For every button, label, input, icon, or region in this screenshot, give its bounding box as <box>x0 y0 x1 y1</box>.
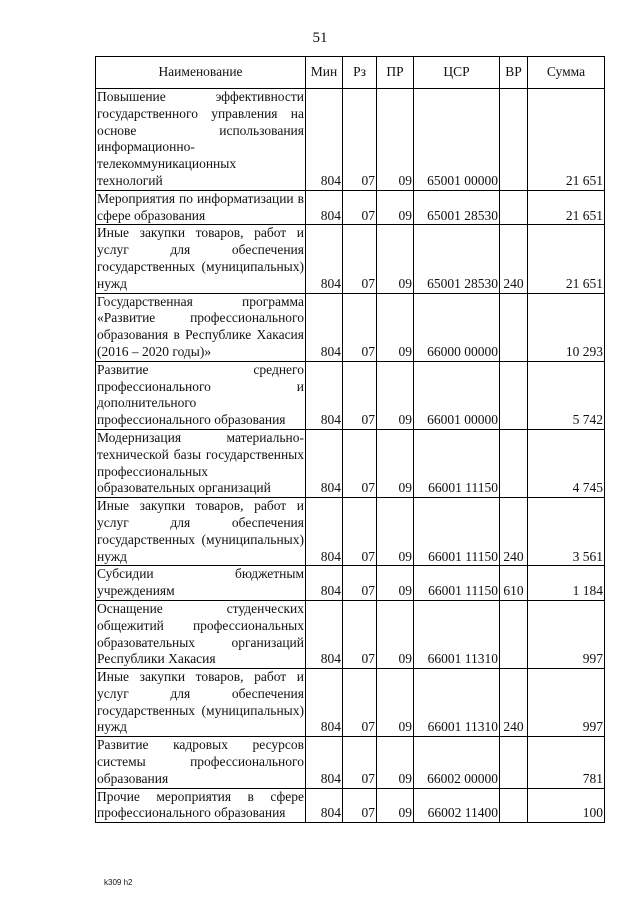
cell-pr: 09 <box>377 429 414 497</box>
cell-min: 804 <box>306 89 343 191</box>
table-row <box>96 669 605 737</box>
cell-csr: 66002 00000 <box>414 737 500 788</box>
table-row <box>96 429 605 497</box>
cell-min: 804 <box>306 737 343 788</box>
cell-name: Повышение эффективности государственного управления на основе использования информационно-телекоммуникационных технологий <box>96 89 306 191</box>
cell-vr: 240 <box>500 498 528 566</box>
budget-table <box>95 56 605 823</box>
table-row <box>96 788 605 823</box>
header-vr: ВР <box>500 57 528 89</box>
cell-name: Иные закупки товаров, работ и услуг для обеспечения государственных (муниципальных) нужд <box>96 225 306 293</box>
cell-sum: 100 <box>528 788 605 823</box>
cell-vr <box>500 293 528 361</box>
cell-name: Прочие мероприятия в сфере профессионального образования <box>96 788 306 823</box>
table-body <box>96 89 605 823</box>
header-sum: Сумма <box>528 57 605 89</box>
table-header-row <box>96 57 605 89</box>
table-row <box>96 361 605 429</box>
cell-name: Субсидии бюджетным учреждениям <box>96 566 306 601</box>
cell-vr: 240 <box>500 669 528 737</box>
cell-csr: 65001 28530 <box>414 225 500 293</box>
header-pr: ПР <box>377 57 414 89</box>
cell-pr: 09 <box>377 89 414 191</box>
table-row <box>96 190 605 225</box>
cell-rz: 07 <box>343 225 377 293</box>
header-rz: Рз <box>343 57 377 89</box>
cell-pr: 09 <box>377 600 414 668</box>
cell-name: Развитие кадровых ресурсов системы профессионального образования <box>96 737 306 788</box>
cell-csr: 66001 11150 <box>414 498 500 566</box>
table-row <box>96 498 605 566</box>
cell-sum: 10 293 <box>528 293 605 361</box>
cell-sum: 5 742 <box>528 361 605 429</box>
cell-min: 804 <box>306 225 343 293</box>
table-row <box>96 737 605 788</box>
cell-pr: 09 <box>377 566 414 601</box>
page-number: 51 <box>312 30 328 46</box>
cell-sum: 3 561 <box>528 498 605 566</box>
cell-min: 804 <box>306 498 343 566</box>
cell-sum: 21 651 <box>528 225 605 293</box>
cell-min: 804 <box>306 293 343 361</box>
cell-vr <box>500 788 528 823</box>
cell-csr: 66001 11150 <box>414 566 500 601</box>
cell-name: Иные закупки товаров, работ и услуг для обеспечения государственных (муниципальных) нужд <box>96 669 306 737</box>
cell-csr: 66001 11310 <box>414 669 500 737</box>
cell-csr: 66000 00000 <box>414 293 500 361</box>
cell-vr <box>500 600 528 668</box>
header-min: Мин <box>306 57 343 89</box>
table-row <box>96 600 605 668</box>
cell-rz: 07 <box>343 737 377 788</box>
cell-name: Развитие среднего профессионального и дополнительного профессионального образования <box>96 361 306 429</box>
cell-rz: 07 <box>343 429 377 497</box>
cell-rz: 07 <box>343 566 377 601</box>
cell-min: 804 <box>306 361 343 429</box>
cell-name: Модернизация материально-технической базы государственных профессиональных образовательных организаций <box>96 429 306 497</box>
cell-name: Мероприятия по информатизации в сфере образования <box>96 190 306 225</box>
footer-code: k309 h2 <box>104 878 133 887</box>
table-row <box>96 293 605 361</box>
cell-pr: 09 <box>377 498 414 566</box>
cell-vr <box>500 190 528 225</box>
header-name: Наименование <box>96 57 306 89</box>
cell-sum: 1 184 <box>528 566 605 601</box>
cell-rz: 07 <box>343 293 377 361</box>
cell-pr: 09 <box>377 788 414 823</box>
cell-name: Государственная программа «Развитие профессионального образования в Республике Хакасия (2016 – 2020 годы)» <box>96 293 306 361</box>
cell-rz: 07 <box>343 669 377 737</box>
cell-rz: 07 <box>343 498 377 566</box>
cell-csr: 66001 11310 <box>414 600 500 668</box>
cell-vr <box>500 429 528 497</box>
cell-sum: 4 745 <box>528 429 605 497</box>
cell-min: 804 <box>306 566 343 601</box>
cell-vr: 240 <box>500 225 528 293</box>
cell-pr: 09 <box>377 293 414 361</box>
cell-vr <box>500 89 528 191</box>
table-row <box>96 225 605 293</box>
cell-vr: 610 <box>500 566 528 601</box>
cell-pr: 09 <box>377 190 414 225</box>
cell-sum: 781 <box>528 737 605 788</box>
cell-rz: 07 <box>343 361 377 429</box>
cell-rz: 07 <box>343 190 377 225</box>
cell-sum: 997 <box>528 600 605 668</box>
cell-csr: 65001 00000 <box>414 89 500 191</box>
cell-name: Оснащение студенческих общежитий профессиональных образовательных организаций Республики Хакасия <box>96 600 306 668</box>
cell-csr: 66001 11150 <box>414 429 500 497</box>
header-csr: ЦСР <box>414 57 500 89</box>
cell-vr <box>500 737 528 788</box>
cell-min: 804 <box>306 669 343 737</box>
cell-rz: 07 <box>343 788 377 823</box>
cell-min: 804 <box>306 600 343 668</box>
cell-rz: 07 <box>343 600 377 668</box>
cell-min: 804 <box>306 190 343 225</box>
cell-sum: 21 651 <box>528 89 605 191</box>
cell-vr <box>500 361 528 429</box>
cell-rz: 07 <box>343 89 377 191</box>
cell-sum: 997 <box>528 669 605 737</box>
cell-sum: 21 651 <box>528 190 605 225</box>
cell-csr: 66002 11400 <box>414 788 500 823</box>
cell-pr: 09 <box>377 737 414 788</box>
cell-pr: 09 <box>377 361 414 429</box>
cell-name: Иные закупки товаров, работ и услуг для обеспечения государственных (муниципальных) нужд <box>96 498 306 566</box>
cell-min: 804 <box>306 429 343 497</box>
cell-pr: 09 <box>377 669 414 737</box>
table-row <box>96 566 605 601</box>
cell-csr: 66001 00000 <box>414 361 500 429</box>
cell-csr: 65001 28530 <box>414 190 500 225</box>
cell-min: 804 <box>306 788 343 823</box>
table-row <box>96 89 605 191</box>
cell-pr: 09 <box>377 225 414 293</box>
